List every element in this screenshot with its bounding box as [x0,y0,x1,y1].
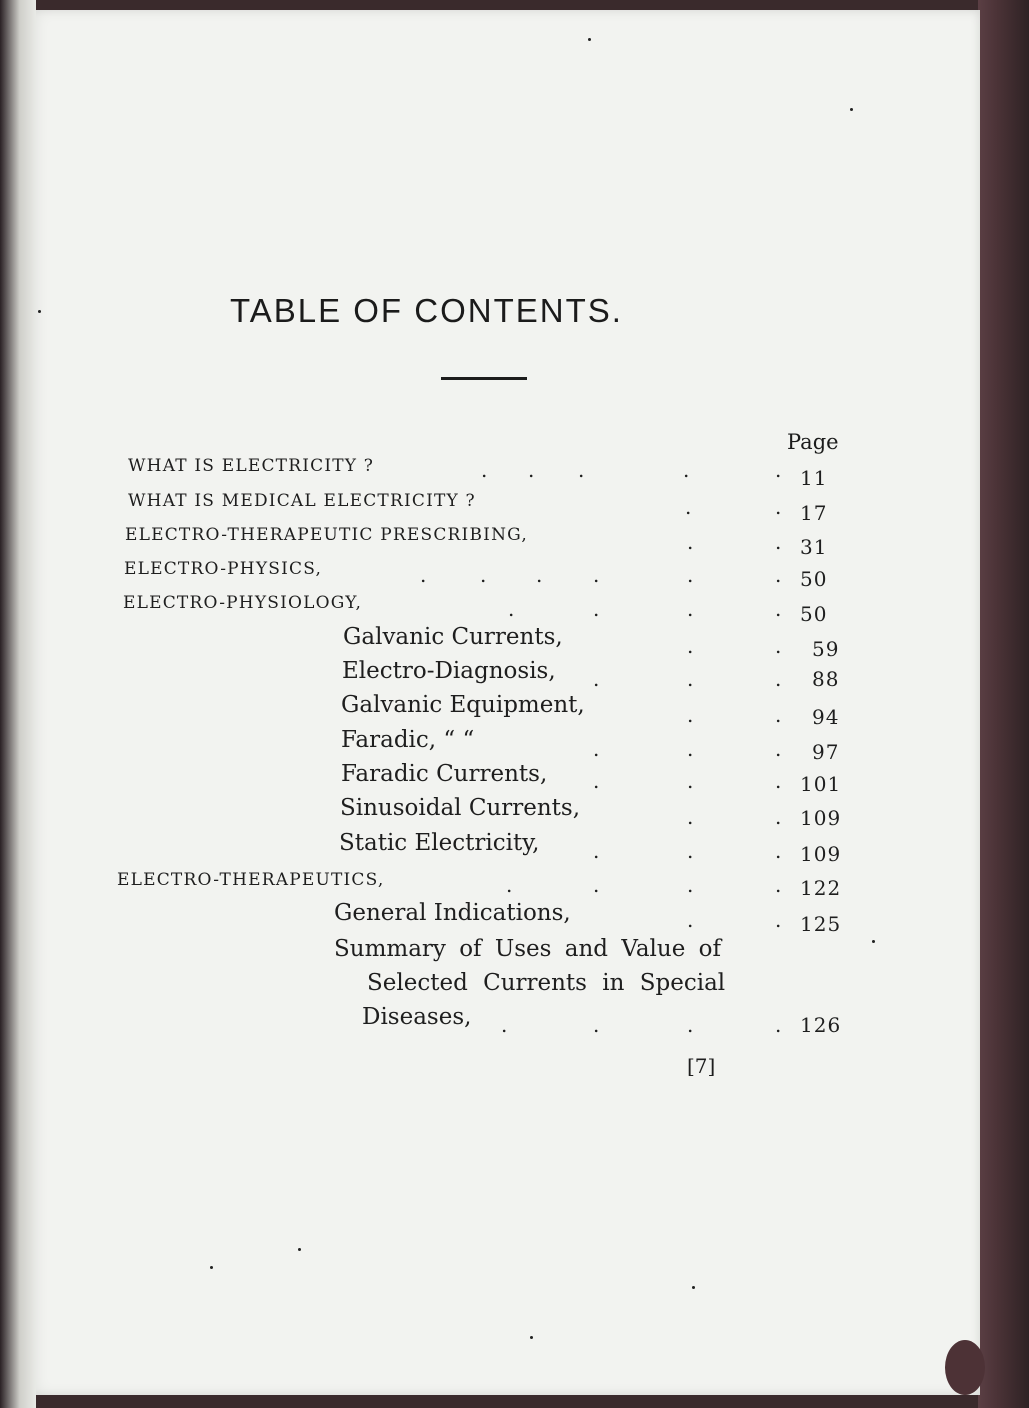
toc-entry-sinusoidal-currents [340,795,580,825]
entry-page-number: 125 [800,912,842,936]
dust-speck [298,1248,301,1251]
dust-speck [872,940,875,943]
entry-page-number: 109 [800,842,842,866]
leader-dot: . [506,873,513,897]
leader-dot: . [775,458,782,482]
leader-dot: . [775,530,782,554]
leader-dot: . [687,530,694,554]
entry-label: ELECTRO-PHYSICS, [124,559,323,579]
leader-dot: . [775,737,782,761]
leader-dot: . [683,458,690,482]
dust-speck [850,108,853,111]
toc-entry-summary-line-3 [362,1004,471,1034]
leader-dot: . [593,667,600,691]
toc-entry-electro-physiology [123,593,362,623]
cover-corner-blot [945,1340,985,1395]
leader-dot: . [593,873,600,897]
title-rule [441,377,527,380]
entry-page-number: 126 [800,1013,842,1037]
toc-entry-what-is-electricity [128,456,374,486]
leader-dot: . [775,563,782,587]
leader-dot: . [687,839,694,863]
leader-dot: . [536,563,543,587]
entry-page-number: 88 [812,667,840,691]
entry-label: Selected Currents in Special [367,970,726,996]
toc-entry-galvanic-currents [343,624,563,654]
toc-entry-summary-line-1 [334,936,721,966]
toc-entry-what-is-medical-electricity [128,491,476,521]
entry-page-number: 17 [800,501,828,525]
leader-dot: . [775,908,782,932]
leader-dot: . [501,1013,508,1037]
leader-dot: . [775,1013,782,1037]
leader-dot: . [687,597,694,621]
entry-label: Static Electricity, [339,830,540,856]
entry-label: Faradic Currents, [341,761,548,787]
entry-label: ELECTRO-THERAPEUTIC PRESCRIBING, [125,525,528,545]
leader-dot: . [775,873,782,897]
leader-dot: . [775,495,782,519]
leader-dot: . [687,873,694,897]
leader-dot: . [687,737,694,761]
page-title: TABLE OF CONTENTS. [230,292,623,329]
entry-label: Faradic, “ “ [341,727,475,753]
leader-dot: . [775,667,782,691]
leader-dot: . [593,563,600,587]
toc-entry-galvanic-equipment [341,692,585,722]
leader-dot: . [687,634,694,658]
dust-speck [692,1286,695,1289]
leader-dot: . [687,805,694,829]
leader-dot: . [775,703,782,727]
leader-dot: . [685,495,692,519]
entry-label: ELECTRO-PHYSIOLOGY, [123,593,363,613]
toc-entry-static-electricity [339,830,539,860]
leader-dot: . [420,563,427,587]
toc-entry-electro-therapeutics [117,870,384,900]
entry-page-number: 94 [812,705,840,729]
leader-dot: . [775,597,782,621]
entry-label: Diseases, [362,1004,472,1030]
dust-speck [38,310,41,313]
page-column-label: Page [787,430,839,454]
dust-speck [588,38,591,41]
leader-dot: . [775,839,782,863]
leader-dot: . [687,563,694,587]
leader-dot: . [593,769,600,793]
entry-label: WHAT IS ELECTRICITY ? [128,456,375,476]
leader-dot: . [687,1013,694,1037]
toc-entry-electro-diagnosis [342,658,556,688]
toc-entry-electro-therapeutic-prescribing [125,525,528,555]
leader-dot: . [687,769,694,793]
toc-entry-general-indications [334,900,571,930]
leader-dot: . [775,805,782,829]
entry-page-number: 59 [812,637,840,661]
leader-dot: . [687,908,694,932]
entry-label: Summary of Uses and Value of [334,936,722,962]
entry-page-number: 97 [812,740,840,764]
entry-page-number: 50 [800,602,828,626]
leader-dot: . [578,458,585,482]
leader-dot: . [687,667,694,691]
dust-speck [530,1336,533,1339]
page-folio: [7] [687,1054,716,1078]
dust-speck [210,1266,213,1269]
toc-entry-faradic [341,727,474,757]
entry-page-number: 50 [800,567,828,591]
entry-page-number: 11 [800,466,828,490]
toc-entry-electro-physics [124,559,322,589]
leader-dot: . [528,458,535,482]
toc-entry-summary-line-2 [367,970,725,1000]
entry-page-number: 122 [800,876,842,900]
entry-page-number: 31 [800,535,828,559]
leader-dot: . [775,634,782,658]
entry-page-number: 109 [800,806,842,830]
left-page-edge [0,0,36,1408]
leader-dot: . [593,737,600,761]
entry-label: Galvanic Equipment, [341,692,585,718]
leader-dot: . [687,703,694,727]
leader-dot: . [593,1013,600,1037]
leader-dot: . [775,769,782,793]
leader-dot: . [481,458,488,482]
leader-dot: . [593,839,600,863]
entry-page-number: 101 [800,772,842,796]
entry-label: WHAT IS MEDICAL ELECTRICITY ? [128,491,476,511]
toc-entry-faradic-currents [341,761,547,791]
entry-label: Galvanic Currents, [343,624,563,650]
leader-dot: . [508,597,515,621]
leader-dot: . [480,563,487,587]
book-cover-edge [978,0,1029,1408]
entry-label: Sinusoidal Currents, [340,795,581,821]
leader-dot: . [593,597,600,621]
entry-label: Electro-Diagnosis, [342,658,556,684]
entry-label: ELECTRO-THERAPEUTICS, [117,870,385,890]
entry-label: General Indications, [334,900,571,926]
